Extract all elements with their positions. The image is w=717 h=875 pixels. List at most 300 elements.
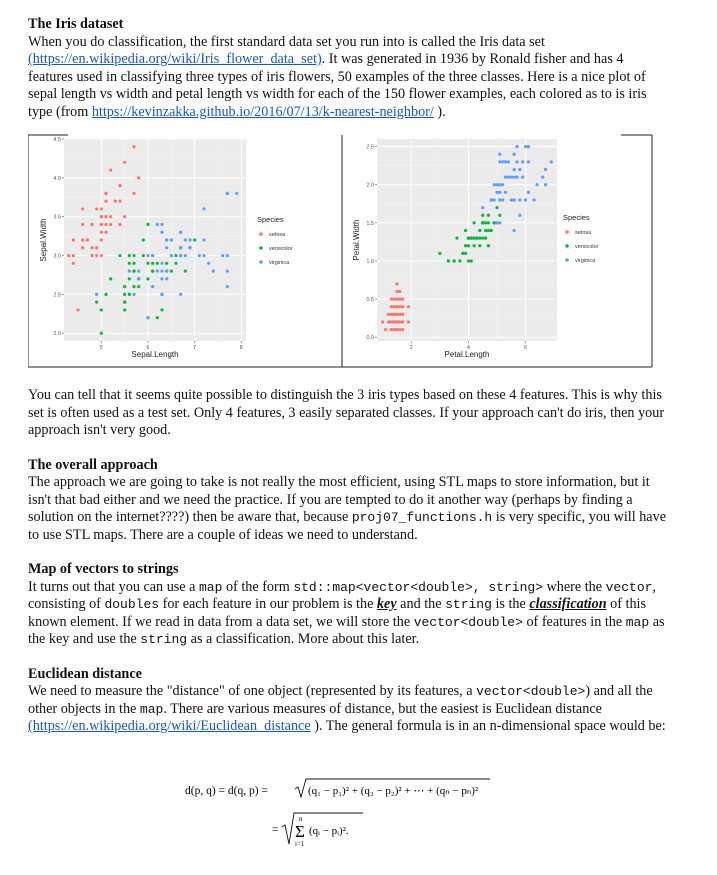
petal-point-virginica [495, 183, 498, 186]
petal-point-virginica [515, 160, 518, 163]
sepal-point-setosa [118, 223, 121, 226]
petal-legend-label-setosa: setosa [575, 230, 592, 236]
petal-point-versicolor [470, 259, 473, 262]
map-t7: is the [495, 596, 526, 612]
euclid-paragraph [28, 683, 668, 736]
sepal-x-tick-label: 7 [193, 345, 197, 351]
sepal-point-versicolor [137, 285, 140, 288]
sepal-point-setosa [100, 231, 103, 234]
petal-point-versicolor [473, 236, 476, 239]
map-c8: string [140, 632, 188, 647]
petal-point-virginica [533, 198, 536, 201]
sepal-point-versicolor [174, 254, 177, 257]
iris-heading: The Iris dataset [28, 16, 124, 32]
petal-point-virginica [501, 160, 504, 163]
sepal-point-virginica [202, 254, 205, 257]
petal-point-virginica [518, 168, 521, 171]
petal-point-virginica [507, 160, 510, 163]
euclidean-formula [185, 778, 505, 850]
sepal-point-versicolor [142, 238, 145, 241]
petal-point-versicolor [455, 236, 458, 239]
sepal-point-virginica [188, 246, 191, 249]
approach-text-a: The approach we are going to take is not really the most efficient, using STL maps to store information, but it isn't that bad either and we need the practice. If you are tempted to do it another way (perhaps by finding a solution on the internet????) then be aware that, because [28, 474, 650, 525]
sepal-point-virginica [160, 269, 163, 272]
sepal-point-versicolor [165, 262, 168, 265]
petal-point-setosa [387, 313, 390, 316]
sepal-point-virginica [160, 262, 163, 265]
petal-point-virginica [513, 198, 516, 201]
petal-point-versicolor [467, 244, 470, 247]
petal-point-virginica [524, 198, 527, 201]
petal-point-versicolor [484, 236, 487, 239]
approach-heading: The overall approach [28, 456, 158, 473]
petal-point-setosa [395, 282, 398, 285]
petal-point-virginica [544, 183, 547, 186]
sepal-point-versicolor [132, 262, 135, 265]
sepal-point-versicolor [123, 308, 126, 311]
sepal-point-setosa [104, 223, 107, 226]
sepal-point-virginica [137, 277, 140, 280]
petal-point-setosa [393, 320, 396, 323]
sepal-legend-label-virginica: virginica [269, 260, 290, 266]
map-t11: as a classification. More about this later. [190, 631, 420, 647]
petal-point-setosa [407, 320, 410, 323]
euclid-section [28, 666, 668, 736]
sepal-point-setosa [118, 184, 121, 187]
sepal-point-versicolor [123, 293, 126, 296]
sepal-point-virginica [226, 254, 229, 257]
sepal-legend-label-versicolor: versicolor [269, 246, 293, 252]
petal-point-setosa [398, 328, 401, 331]
petal-point-setosa [398, 290, 401, 293]
euclid-heading: Euclidean distance [28, 665, 142, 682]
sepal-point-virginica [202, 207, 205, 210]
sepal-point-setosa [104, 192, 107, 195]
sepal-point-virginica [179, 254, 182, 257]
sepal-point-virginica [184, 238, 187, 241]
petal-point-virginica [498, 191, 501, 194]
petal-point-virginica [521, 160, 524, 163]
petal-point-virginica [504, 176, 507, 179]
sepal-point-versicolor [128, 254, 131, 257]
petal-point-versicolor [464, 229, 467, 232]
sepal-point-versicolor [160, 308, 163, 311]
sepal-point-virginica [128, 269, 131, 272]
petal-point-versicolor [484, 229, 487, 232]
sepal-point-virginica [165, 246, 168, 249]
sepal-point-versicolor [156, 316, 159, 319]
petal-point-virginica [501, 183, 504, 186]
sepal-point-setosa [72, 238, 75, 241]
sepal-y-tick-label: 3.0 [53, 253, 61, 260]
sepal-y-tick-label: 4.0 [53, 175, 61, 182]
sepal-point-setosa [90, 223, 93, 226]
sepal-point-virginica [212, 269, 215, 272]
petal-point-setosa [401, 328, 404, 331]
petal-point-setosa [393, 313, 396, 316]
petal-point-virginica [495, 191, 498, 194]
petal-point-versicolor [464, 252, 467, 255]
sepal-point-setosa [123, 215, 126, 218]
petal-point-versicolor [478, 244, 481, 247]
petal-point-setosa [390, 313, 393, 316]
sepal-point-virginica [151, 254, 154, 257]
petal-point-setosa [395, 313, 398, 316]
petal-point-setosa [390, 320, 393, 323]
sepal-point-setosa [109, 168, 112, 171]
petal-panel-bg [377, 139, 557, 341]
approach-code-header: proj07_functions.h [351, 510, 493, 525]
sepal-point-virginica [160, 223, 163, 226]
euclid-c2: map [139, 701, 164, 717]
petal-point-setosa [387, 320, 390, 323]
petal-point-setosa [393, 305, 396, 308]
petal-point-versicolor [487, 229, 490, 232]
petal-point-virginica [513, 168, 516, 171]
euclid-t3: . There are various measures of distance, but the easiest is Euclidean distance [163, 700, 602, 717]
petal-point-virginica [535, 183, 538, 186]
kevinzakka-link[interactable]: https://kevinzakka.github.io/2016/07/13/k-nearest-neighbor/ [91, 103, 434, 120]
formula-lhs: d(p, q) = d(q, p) = [185, 785, 268, 797]
sepal-point-versicolor [132, 254, 135, 257]
sepal-point-virginica [132, 293, 135, 296]
petal-point-virginica [498, 160, 501, 163]
sepal-point-virginica [160, 231, 163, 234]
sepal-point-setosa [109, 215, 112, 218]
petal-point-versicolor [438, 252, 441, 255]
sepal-point-versicolor [100, 332, 103, 335]
sepal-point-virginica [170, 254, 173, 257]
sepal-point-virginica [207, 262, 210, 265]
document-body [28, 387, 668, 736]
petal-point-virginica [550, 160, 553, 163]
petal-point-versicolor [475, 236, 478, 239]
sepal-x-axis-label: Sepal.Length [131, 350, 179, 359]
petal-legend-label-virginica: virginica [575, 258, 596, 264]
petal-point-setosa [401, 313, 404, 316]
petal-y-axis-label: Petal.Width [352, 219, 361, 261]
approach-paragraph [28, 474, 668, 544]
petal-point-virginica [527, 160, 530, 163]
petal-point-versicolor [453, 259, 456, 262]
petal-point-setosa [401, 297, 404, 300]
sepal-point-versicolor [128, 293, 131, 296]
petal-point-setosa [390, 297, 393, 300]
petal-point-setosa [398, 297, 401, 300]
sepal-point-versicolor [132, 269, 135, 272]
sepal-point-virginica [160, 277, 163, 280]
petal-point-virginica [515, 145, 518, 148]
map-c1: map [199, 579, 223, 595]
petal-x-tick-label: 4 [466, 345, 470, 351]
document-page [28, 16, 668, 121]
sepal-point-virginica [165, 238, 168, 241]
iris-scatter-plots [28, 129, 653, 368]
iris-paragraph [28, 34, 668, 122]
sepal-point-virginica [198, 254, 201, 257]
sepal-x-tick-label: 8 [239, 345, 243, 351]
sepal-point-setosa [81, 238, 84, 241]
petal-point-virginica [493, 183, 496, 186]
euclid-t4: ). The general formula is in an n-dimensional space would be: [314, 718, 666, 734]
sepal-point-setosa [104, 200, 107, 203]
sepal-point-virginica [179, 231, 182, 234]
sepal-point-virginica [146, 254, 149, 257]
sepal-point-virginica [156, 223, 159, 226]
sepal-point-setosa [95, 246, 98, 249]
sepal-point-virginica [202, 238, 205, 241]
sepal-point-versicolor [156, 262, 159, 265]
petal-point-versicolor [464, 244, 467, 247]
petal-legend-key-virginica [565, 258, 569, 262]
sepal-point-versicolor [146, 277, 149, 280]
sepal-point-virginica [165, 269, 168, 272]
petal-y-tick-label: 1.5 [366, 220, 374, 227]
sepal-y-axis-label: Sepal.Width [39, 218, 48, 262]
euclid-t2: ) and all the other objects in the [28, 683, 653, 717]
map-section [28, 561, 668, 649]
sepal-point-setosa [118, 200, 121, 203]
sepal-point-setosa [95, 254, 98, 257]
sepal-point-setosa [86, 238, 89, 241]
sum-sign: Σ [295, 822, 305, 841]
formula-svg [185, 778, 505, 850]
petal-point-virginica [498, 221, 501, 224]
petal-y-tick-label: 2.5 [366, 144, 374, 151]
sepal-point-versicolor [132, 285, 135, 288]
sepal-x-tick-label: 5 [99, 345, 103, 351]
petal-point-virginica [493, 198, 496, 201]
map-key-term: key [376, 596, 397, 612]
sepal-point-versicolor [193, 238, 196, 241]
petal-y-tick-label: 1.0 [366, 258, 374, 265]
sepal-point-setosa [100, 254, 103, 257]
sepal-point-versicolor [170, 269, 173, 272]
euclid-c1: vector<double> [476, 684, 586, 699]
petal-point-versicolor [478, 236, 481, 239]
petal-point-setosa [401, 320, 404, 323]
map-t1: It turns out that you can use a [28, 578, 196, 595]
petal-point-versicolor [498, 214, 501, 217]
petal-point-setosa [393, 328, 396, 331]
petal-point-virginica [504, 191, 507, 194]
sepal-point-versicolor [104, 293, 107, 296]
petal-point-virginica [510, 198, 513, 201]
sepal-point-setosa [104, 215, 107, 218]
sepal-legend-key-setosa [259, 232, 263, 236]
petal-point-versicolor [487, 221, 490, 224]
sepal-point-versicolor [118, 254, 121, 257]
sepal-point-versicolor [146, 223, 149, 226]
wiki-euclid-link[interactable]: (https://en.wikipedia.org/wiki/Euclidean_distance [28, 718, 311, 734]
petal-point-virginica [544, 168, 547, 171]
petal-point-versicolor [495, 206, 498, 209]
petal-scatter-chart [352, 139, 599, 359]
sepal-point-virginica [184, 254, 187, 257]
sepal-point-virginica [156, 269, 159, 272]
sepal-point-virginica [165, 277, 168, 280]
sepal-point-setosa [81, 207, 84, 210]
petal-point-setosa [390, 305, 393, 308]
petal-point-versicolor [481, 214, 484, 217]
iris-text-a: When you do classification, the first standard data set you run into is called the Iris data set [28, 33, 545, 50]
petal-point-virginica [498, 183, 501, 186]
wiki-iris-link[interactable]: (https://en.wikipedia.org/wiki/Iris_flower_data_set) [28, 51, 322, 67]
petal-point-virginica [490, 198, 493, 201]
sepal-point-setosa [67, 254, 70, 257]
sepal-legend-key-virginica [259, 260, 263, 264]
petal-point-virginica [510, 176, 513, 179]
petal-point-virginica [513, 153, 516, 156]
sepal-point-setosa [132, 145, 135, 148]
map-t10: as the key and use the [28, 613, 665, 647]
petal-point-setosa [395, 328, 398, 331]
sepal-point-virginica [235, 192, 238, 195]
map-c6: vector<double> [413, 614, 523, 630]
formula-eq2: = [272, 824, 279, 836]
sum-top: n [299, 815, 303, 823]
approach-text-b: is very specific, you will have to use STL maps. There are a couple of ideas we need to understand. [28, 509, 666, 543]
petal-point-setosa [393, 297, 396, 300]
sum-bottom: i=1 [295, 840, 305, 848]
petal-point-virginica [498, 198, 501, 201]
sepal-point-versicolor [100, 308, 103, 311]
petal-point-virginica [504, 160, 507, 163]
sepal-point-virginica [151, 285, 154, 288]
petal-legend-title: Species [563, 213, 590, 222]
petal-point-versicolor [493, 221, 496, 224]
sepal-point-setosa [72, 262, 75, 265]
sepal-point-setosa [72, 254, 75, 257]
iris-conclusion-paragraph: You can tell that it seems quite possible to distinguish the 3 iris types based on these 4 features. This is why this set is often used as a test set. Only 4 features, 3 easily separated classes. If your approach can't do iris, then your approach isn't very good. [28, 387, 665, 438]
sepal-point-versicolor [128, 277, 131, 280]
petal-point-virginica [481, 206, 484, 209]
map-c4: doubles [104, 597, 160, 612]
petal-point-virginica [507, 176, 510, 179]
formula-line2: (qᵢ − pᵢ)². [309, 825, 349, 837]
sepal-legend-title: Species [257, 215, 284, 224]
sepal-y-tick-label: 4.5 [53, 137, 61, 143]
petal-x-tick-label: 6 [524, 345, 528, 351]
sepal-point-setosa [100, 223, 103, 226]
petal-legend-key-setosa [565, 230, 569, 234]
iris-figure [28, 129, 653, 368]
petal-point-virginica [518, 198, 521, 201]
petal-point-setosa [395, 320, 398, 323]
sepal-point-virginica [95, 293, 98, 296]
petal-point-virginica [515, 176, 518, 179]
petal-legend-key-versicolor [565, 244, 569, 248]
petal-point-virginica [498, 153, 501, 156]
petal-y-tick-label: 0.5 [366, 297, 374, 304]
map-c7: map [625, 614, 650, 630]
sepal-point-versicolor [146, 262, 149, 265]
petal-point-setosa [407, 305, 410, 308]
sepal-point-versicolor [151, 262, 154, 265]
formula-line1: (q₁ − p₁)² + (q₂ − p₂)² + ⋯ + (qₙ − pₙ)² [308, 785, 479, 797]
sepal-x-tick-label: 6 [146, 345, 150, 351]
sepal-legend-key-versicolor [259, 246, 263, 250]
sepal-point-virginica [160, 293, 163, 296]
petal-point-virginica [524, 145, 527, 148]
petal-point-versicolor [447, 259, 450, 262]
petal-point-versicolor [484, 221, 487, 224]
sepal-point-versicolor [151, 269, 154, 272]
sepal-point-virginica [221, 254, 224, 257]
sepal-point-versicolor [174, 262, 177, 265]
map-t3: where the [546, 578, 603, 595]
petal-point-versicolor [470, 236, 473, 239]
sepal-point-virginica [146, 316, 149, 319]
map-t9: of features in the [526, 613, 623, 630]
petal-point-setosa [384, 328, 387, 331]
map-t8: of this known element. If we read in data from a data set, we will store the [28, 596, 647, 630]
petal-point-versicolor [473, 221, 476, 224]
petal-point-setosa [398, 305, 401, 308]
sepal-point-versicolor [95, 301, 98, 304]
petal-point-virginica [527, 145, 530, 148]
sepal-point-setosa [95, 207, 98, 210]
approach-section [28, 457, 668, 545]
sepal-point-versicolor [128, 262, 131, 265]
map-t6: and the [400, 596, 442, 612]
petal-y-tick-label: 0.0 [366, 335, 374, 342]
petal-point-versicolor [473, 244, 476, 247]
petal-point-versicolor [490, 229, 493, 232]
petal-point-setosa [401, 305, 404, 308]
petal-point-versicolor [481, 221, 484, 224]
map-c3: vector [605, 579, 653, 595]
petal-y-tick-label: 2.0 [366, 182, 374, 189]
sepal-point-virginica [170, 238, 173, 241]
sepal-point-setosa [90, 254, 93, 257]
sepal-point-setosa [100, 215, 103, 218]
petal-point-setosa [398, 313, 401, 316]
petal-point-setosa [390, 328, 393, 331]
sepal-point-setosa [114, 200, 117, 203]
sepal-point-versicolor [142, 254, 145, 257]
sepal-y-tick-label: 2.0 [53, 331, 61, 338]
petal-point-versicolor [487, 214, 490, 217]
petal-point-setosa [398, 320, 401, 323]
sepal-point-setosa [109, 223, 112, 226]
iris-text-b: . It was generated in 1936 by Ronald fisher and has 4 features used in classifying three types of iris flowers, 50 examples of the three classes. Here is a nice plot of sepal length vs width and petal length vs width for each of the 150 flower examples, each colored as to is iris type (from [28, 51, 647, 120]
map-c5: string [445, 597, 492, 612]
petal-x-axis-label: Petal.Length [444, 350, 490, 359]
sepal-point-virginica [226, 269, 229, 272]
sepal-point-virginica [179, 293, 182, 296]
petal-point-virginica [513, 176, 516, 179]
sepal-point-setosa [81, 223, 84, 226]
sepal-point-setosa [100, 207, 103, 210]
map-t2: of the form [225, 578, 290, 595]
map-c2: std::map<vector<double>, string> [293, 579, 543, 595]
iris-text-c: ). [437, 103, 446, 120]
petal-point-virginica [501, 198, 504, 201]
petal-point-versicolor [461, 252, 464, 255]
sepal-y-tick-label: 3.5 [53, 214, 61, 221]
petal-point-virginica [541, 176, 544, 179]
sepal-panel-bg [64, 139, 246, 341]
sepal-point-virginica [137, 269, 140, 272]
petal-point-virginica [495, 221, 498, 224]
sepal-point-versicolor [123, 285, 126, 288]
map-paragraph [28, 579, 668, 649]
petal-point-setosa [395, 290, 398, 293]
petal-point-virginica [521, 176, 524, 179]
sepal-point-versicolor [123, 301, 126, 304]
sepal-point-setosa [137, 176, 140, 179]
